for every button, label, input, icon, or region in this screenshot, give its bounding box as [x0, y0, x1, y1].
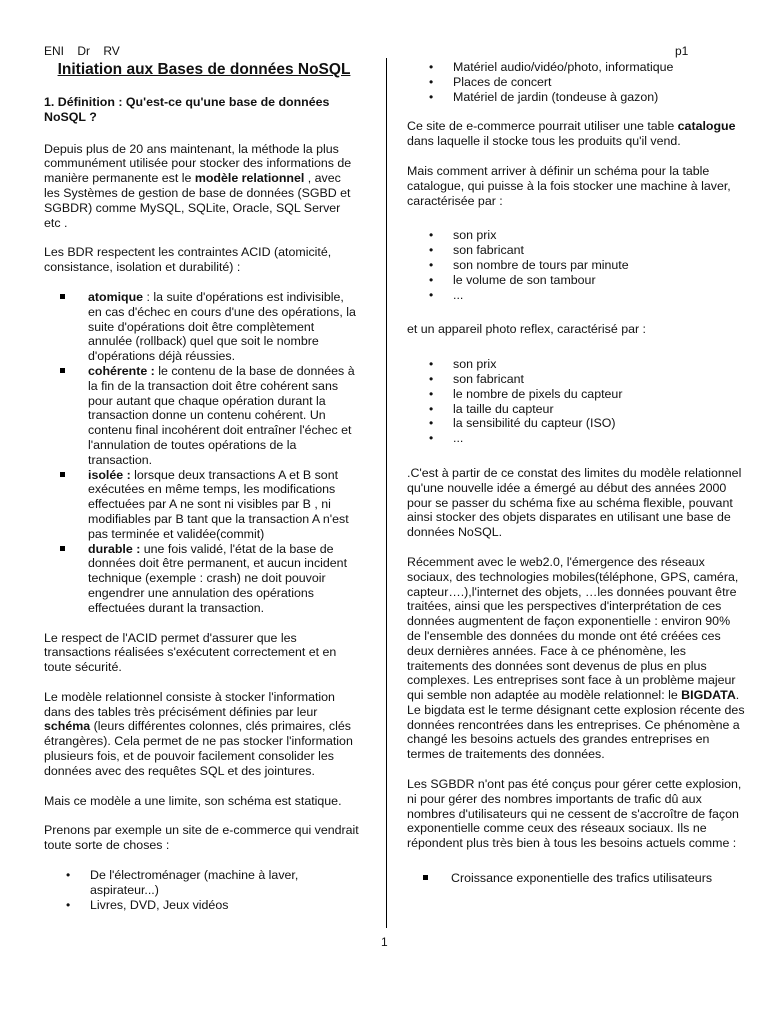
bold-term: atomique: [88, 289, 144, 304]
bold-term: isolée :: [88, 467, 131, 482]
bold-term: schéma: [44, 719, 91, 734]
column-divider: [386, 58, 387, 928]
page-number: 1: [381, 935, 388, 949]
bold-term: cohérente :: [88, 363, 155, 378]
list-item: • son nombre de tours par minute: [407, 258, 747, 273]
text: : la suite d'opérations est indivisible, en cas d'échec en cours d'une des opérations, la suite d'opérations doit être complètement annulée (rollback) quel que soit le nombre d'opérations déjà réussies.: [88, 289, 356, 364]
list-item: • Places de concert: [407, 75, 747, 90]
text: (leurs différentes colonnes, clés primaires, clés étrangères). Cela permet de ne pas stocker l'information plusieurs fois, et de pouvoir facilement consolider les données avec des requêtes SQL et des jointures.: [44, 719, 353, 778]
list-item: [44, 290, 360, 364]
list-item: [44, 364, 360, 468]
paragraph-catalogue: [407, 119, 747, 149]
list-item: • De l'électroménager (machine à laver, aspirateur...): [44, 868, 360, 898]
list-item: • son fabricant: [407, 243, 747, 258]
list-item: [44, 468, 360, 542]
list-item: • la sensibilité du capteur (ISO): [407, 416, 747, 431]
list-item: • ...: [407, 431, 747, 446]
bold-term: catalogue: [677, 119, 736, 134]
text: dans laquelle il stocke tous les produits qu'il vend.: [407, 134, 681, 149]
list-item: • ...: [407, 288, 747, 303]
list-item: • son fabricant: [407, 372, 747, 387]
bold-term: modèle relationnel: [194, 171, 305, 186]
text: Récemment avec le web2.0, l'émergence des réseaux sociaux, des technologies mobiles(téléphone, GPS, caméra, capteur….),l'internet des objets, …les données pouvant être traitées, ainsi que les perspectives d'interprétation de ces données augmentent de façon exponentielle : environ 90% de l'ensemble des données du monde ont été créées ces deux dernières années. Face à ce phénomène, les traitements des données sont devenus de plus en plus complexes. Les entreprises sont face à un problème majeur qui semble non adaptée au modèle relationnel: le: [407, 554, 739, 703]
text: Depuis plus de 20 ans maintenant, la méthode la plus communément utilisée pour stocker des informations de manière permanente est le: [44, 141, 352, 186]
paragraph-nosql-idea: .C'est à partir de ce constat des limites du modèle relationnel qu'une nouvelle idée a émergé au début des années 2000 pour se passer du schéma fixe au schéma flexible, pouvant ainsi stocker des objets disparates en utilisant une base de données NoSQL.: [407, 465, 742, 540]
bold-term: durable :: [88, 541, 141, 556]
paragraph-schema-question: Mais comment arriver à définir un schéma pour la table catalogue, qui puisse à la fois stocker une machine à laver, caractérisée par :: [407, 163, 731, 208]
acid-list: [44, 290, 360, 616]
list-item: • Matériel audio/vidéo/photo, informatique: [407, 60, 747, 75]
text: le contenu de la base de données à la fin de la transaction doit être cohérent sans pour autant que chaque opération durant la transaction donne un contenu cohérent. Un contenu final incohérent doit entraîner l'échec et l'annulation de toutes opérations de la transaction.: [88, 363, 355, 467]
text: Le modèle relationnel consiste à stocker l'information dans des tables très précisément définies par leur: [44, 689, 335, 719]
list-item: • son prix: [407, 228, 747, 243]
camera-attributes-list: [407, 357, 747, 446]
paragraph-limit: Mais ce modèle a une limite, son schéma est statique.: [44, 793, 342, 808]
products-list-right: [407, 60, 747, 104]
text: , avec les Systèmes de gestion de base de données (SGBD et SGBDR) comme MySQL, SQLite, Oracle, SQL Server etc .: [44, 171, 351, 230]
list-item: • Matériel de jardin (tondeuse à gazon): [407, 90, 747, 105]
paragraph-acid-intro: Les BDR respectent les contraintes ACID (atomicité, consistance, isolation et durabilité) :: [44, 245, 332, 275]
list-item: • le volume de son tambour: [407, 273, 747, 288]
bold-term: BIGDATA: [681, 688, 736, 703]
paragraph-acid-respect: Le respect de l'ACID permet d'assurer que les transactions réalisées s'exécutent correctement et en toute sécurité.: [44, 630, 337, 675]
header-left: ENI Dr RV: [44, 44, 120, 58]
list-item: • la taille du capteur: [407, 402, 747, 417]
list-item: [44, 542, 360, 616]
washer-attributes-list: [407, 228, 747, 302]
products-list-left: [44, 868, 360, 912]
list-item: Croissance exponentielle des trafics utilisateurs: [407, 871, 747, 886]
left-column: [44, 60, 360, 927]
list-item: • son prix: [407, 357, 747, 372]
text: . Le bigdata est le terme désignant cette explosion récente des données rencontrées dans les entreprises. Ce phénomène a changé les besoins actuels des grandes entreprises en termes de traitements des données.: [407, 688, 745, 762]
paragraph-relational-model: [44, 690, 360, 779]
document-title: Initiation aux Bases de données NoSQL: [57, 61, 351, 78]
text: Ce site de e-commerce pourrait utiliser une table: [407, 119, 678, 134]
needs-list: [407, 871, 747, 886]
right-column: [407, 60, 747, 901]
header-right: p1: [675, 44, 689, 58]
paragraph-camera: et un appareil photo reflex, caractérisé par :: [407, 322, 646, 337]
list-item: • le nombre de pixels du capteur: [407, 387, 747, 402]
text: lorsque deux transactions A et B sont exécutées en même temps, les modifications effectuées par A ne sont ni visibles par B , ni modifiables par B tant que la transaction A n'est pas terminée et validée(commit): [88, 467, 349, 541]
list-item: • Livres, DVD, Jeux vidéos: [44, 898, 360, 913]
paragraph-example: Prenons par exemple un site de e-commerce qui vendrait toute sorte de choses :: [44, 823, 359, 853]
text: une fois validé, l'état de la base de données doit être permanent, et aucun incident technique (exemple : crash) ne doit pouvoir engendrer une annulation des opérations effectuées durant la transaction.: [88, 541, 348, 615]
section-heading-definition: 1. Définition : Qu'est-ce qu'une base de données NoSQL ?: [44, 95, 330, 124]
paragraph-sgbdr-limits: Les SGBDR n'ont pas été conçus pour gérer cette explosion, ni pour gérer des nombres importants de trafic dû aux nombres d'utilisateurs qui ne cessent de s'accroître de façon exponentielle comme ceux des réseaux sociaux. Ils ne répondent plus très bien à tous les besoins actuels comme :: [407, 777, 742, 851]
paragraph-intro: [44, 142, 360, 231]
paragraph-bigdata: [407, 555, 747, 762]
